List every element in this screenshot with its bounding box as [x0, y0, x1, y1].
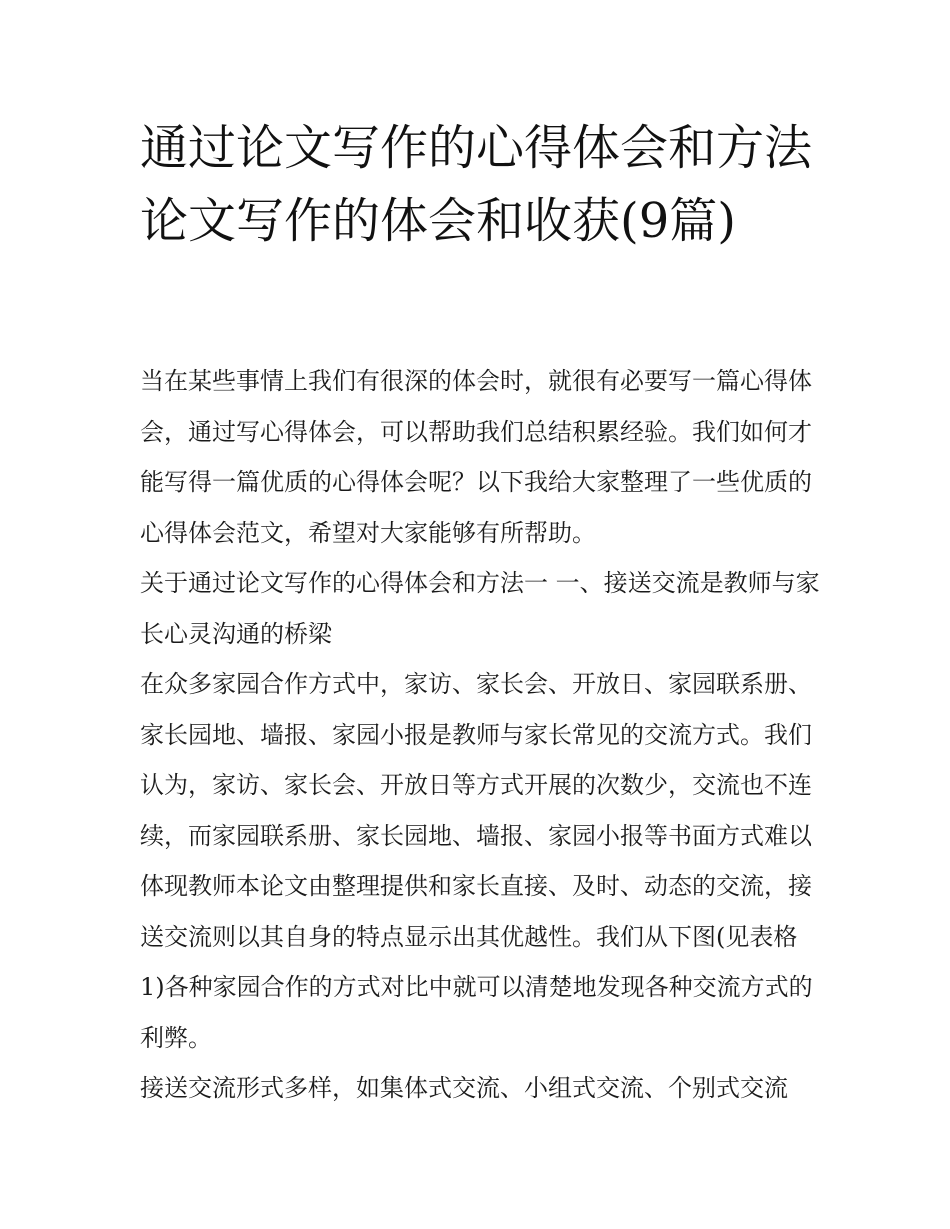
body-paragraph: 在众多家园合作方式中，家访、家长会、开放日、家园联系册、家长园地、墙报、家园小报是教师与家长常见的交流方式。我们认为，家访、家长会、开放日等方式开展的次数少，交流也不连续，而家园联系册、家长园地、墙报、家园小报等书面方式难以体现教师本论文由整理提供和家长直接、及时、动态的交流，接送交流则以其自身的特点显示出其优越性。我们从下图(见表格1)各种家园合作的方式对比中就可以清楚地发现各种交流方式的利弊。	[140, 670, 813, 1052]
section-heading-paragraph: 关于通过论文写作的心得体会和方法一 一、接送交流是教师与家长心灵沟通的桥梁	[140, 569, 820, 648]
body-paragraph-continued: 接送交流形式多样，如集体式交流、小组式交流、个别式交流	[140, 1074, 788, 1102]
document-body	[140, 356, 820, 1114]
document-title: 通过论文写作的心得体会和方法 论文写作的体会和收获(9篇)	[140, 120, 813, 249]
intro-paragraph: 当在某些事情上我们有很深的体会时，就很有必要写一篇心得体会，通过写心得体会，可以帮助我们总结积累经验。我们如何才能写得一篇优质的心得体会呢？以下我给大家整理了一些优质的心得体会范文，希望对大家能够有所帮助。	[140, 367, 812, 547]
